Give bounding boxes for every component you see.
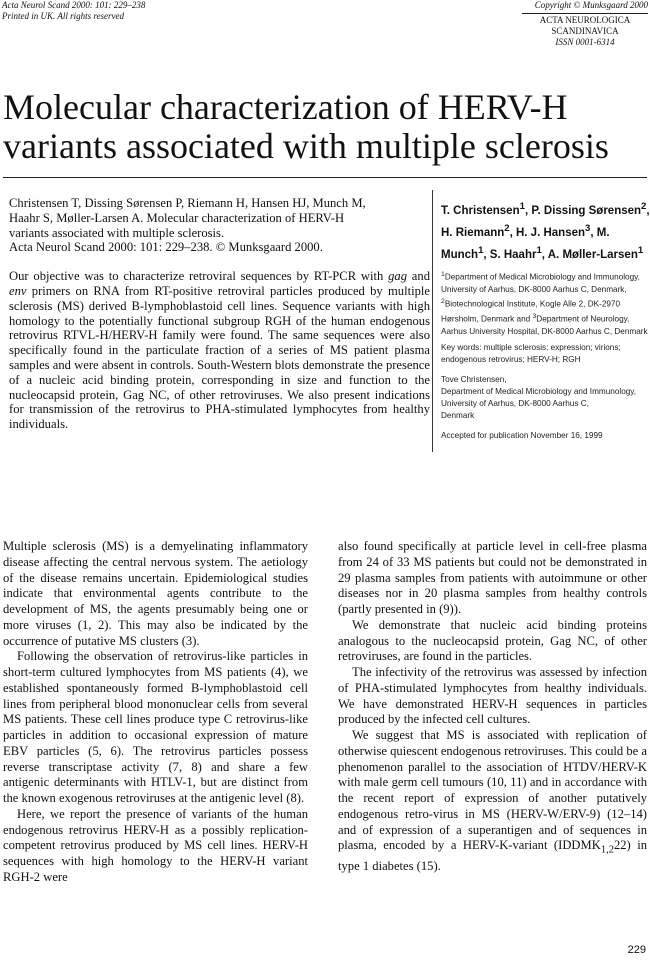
author-1: T. Christensen (441, 204, 520, 217)
affiliation-2: Biotechnological Institute, Kogle Alle 2, DK-2970 Hørsholm, Denmark and (441, 299, 621, 324)
author-3-affil: 2 (504, 222, 510, 234)
affil-marker-1: 1 (441, 271, 445, 279)
author-6-affil: 1 (536, 244, 542, 256)
running-header-right (522, 0, 648, 48)
affiliation-1: Department of Medical Microbiology and Immunology, University of Aarhus, DK-8000 Aarhus C, Denmark, (441, 273, 640, 295)
author-7-affil: 1 (637, 244, 644, 256)
paragraph: The infectivity of the retrovirus was assessed by infection of PHA-stimulated lymphocytes from healthy individuals. We have demonstrated HERV-H sequences in particles produced by the infected cell cultures. (338, 665, 647, 727)
author-list (441, 198, 650, 263)
affil-marker-2: 2 (441, 298, 445, 306)
abstract-text-2: and (407, 269, 430, 284)
paragraph-text: We suggest that MS is associated with replication of otherwise quiescent endogenous retroviruses. This could be a phenomenon parallel to the association of HTDV/HERV-K with male germ cell tumours (10, 11) and in accordance with the recent report of expression of another putatively endogenous retro-virus in MS (HERV-W/ERV-9) (12–14) and of expression of a superantigen and of sequences in plasma, encoded by a HERV-K-variant (IDDMK (338, 728, 647, 853)
author-3: , H. Riemann (441, 204, 650, 239)
title-line2: variants associated with multiple sclerosis (3, 126, 609, 166)
affiliations (441, 269, 650, 337)
paragraph-text-end: 22) in type 1 diabetes (15). (338, 838, 648, 873)
abstract-gene-env: env (9, 283, 27, 298)
cite-line4: Acta Neurol Scand 2000: 101: 229–238. © Munksgaard 2000. (9, 240, 323, 255)
body-column-left (3, 539, 308, 886)
journal-name-line1: ACTA NEUROLOGICA (539, 15, 631, 25)
subscript: 1,2 (600, 844, 614, 856)
corr-dept: Department of Medical Microbiology and Immunology, (441, 386, 637, 396)
corr-country: Denmark (441, 410, 475, 420)
abstract-text-3: primers on RNA from RT-positive retroviral particles produced by multiple sclerosis (MS) derived B-lymphoblastoid cell lines. Sequence variants with high homology to the potentially functional subgroup RGH of the human endogenous retrovirus RTVL-H/HERV-H family were found. The same sequences were also specifically found in the particulate fraction of a series of MS patient plasma samples and were absent in controls. South-Western blots demonstrate the presence of a nucleic acid binding protein, corresponding in size and function to the nucleocapsid protein, Gag NC, of other retroviruses. We also present indications for transmission of the retrovirus to PHA-stimulated lymphocytes from healthy individuals. (9, 283, 430, 432)
title-line1: Molecular characterization of HERV-H (3, 87, 568, 127)
author-5-affil: 1 (478, 244, 484, 256)
affiliation-3: Department of Neurology, Aarhus University Hospital, DK-8000 Aarhus C, Denmark (441, 314, 648, 336)
author-2-affil: 2 (641, 201, 647, 212)
affil-marker-3: 3 (532, 312, 537, 320)
author-5: , M. Munch (441, 226, 610, 261)
journal-name-line2: SCANDINAVICA (551, 26, 619, 36)
cite-line1: Christensen T, Dissing Sørensen P, Riemann H, Hansen HJ, Munch M, (9, 196, 366, 210)
abstract-gene-gag: gag (388, 269, 407, 284)
copyright-line: Copyright © Munksgaard 2000 (534, 0, 648, 10)
abstract (9, 196, 430, 432)
author-4-affil: 3 (585, 222, 591, 234)
keywords: Key words: multiple sclerosis; expression; virions; endogenous retrovirus; HERV-H; RGH (441, 342, 621, 364)
paragraph: Here, we report the presence of variants of the human endogenous retrovirus HERV-H as a possibly replication-competent retrovirus produced by MS cell lines. HERV-H sequences with high homology to the HERV-H variant RGH-2 were (3, 806, 308, 884)
title-divider (3, 177, 647, 178)
cite-line3: variants associated with multiple sclerosis. (9, 225, 225, 240)
author-4: , H. J. Hansen (509, 226, 586, 239)
author-1-affil: 1 (519, 201, 525, 212)
abstract-citation (9, 196, 430, 255)
accepted-date: Accepted for publication November 16, 1999 (441, 430, 603, 440)
citation-line: Acta Neurol Scand 2000: 101: 229–238 (2, 0, 146, 10)
author-sidebar (432, 190, 650, 452)
corr-univ: University of Aarhus, DK-8000 Aarhus C, (441, 398, 589, 408)
author-6: , S. Haahr (483, 248, 537, 261)
author-2: , P. Dissing Sørensen (524, 204, 642, 217)
issn: ISSN 0001-6314 (555, 37, 615, 47)
page-number: 229 (627, 944, 646, 956)
running-header-left (2, 0, 145, 22)
paragraph: Following the observation of retrovirus-like particles in short-term cultured lymphocytes from MS patients (4), we established spontaneously formed B-lymphoblastoid cell lines from peripheral blood mononuclear cells from several MS patients. These cell lines produce type C retrovirus-like particles in addition to occasional expression of mature EBV particles (5, 6). The retrovirus particles possess reverse transcriptase activity (7, 8) and share a few antigenic determinants with HTLV-1, but are distinct from the known exogenous retroviruses at the antigenic level (8). (3, 649, 308, 805)
print-line: Printed in UK. All rights reserved (2, 11, 124, 21)
corr-name: Tove Christensen, (441, 374, 507, 384)
paragraph: also found specifically at particle level in cell-free plasma from 24 of 33 MS patients but could not be demonstrated in 29 plasma samples from patients with autoimmune or other diseases nor in 20 plasma samples from healthy controls (partly presented in (9)). (338, 539, 647, 616)
author-7: , A. Møller-Larsen (541, 248, 638, 261)
paragraph: Multiple sclerosis (MS) is a demyelinating inflammatory disease affecting the central nervous system. The aetiology of the disease remains uncertain. Epidemiological studies indicate that environmental agents contribute to the development of MS, the agents presumably being one or more viruses (1, 2). This may also be indicated by the occurrence of putative MS clusters (3). (3, 539, 308, 648)
article-title (3, 88, 643, 166)
paragraph (338, 728, 647, 874)
body-column-right (338, 539, 647, 874)
correspondence (441, 374, 650, 422)
abstract-body (9, 269, 430, 432)
abstract-text-1: Our objective was to characterize retroviral sequences by RT-PCR with (9, 269, 389, 284)
journal-box (522, 13, 648, 48)
paragraph: We demonstrate that nucleic acid binding proteins analogous to the nucleocapsid protein, Gag NC, of other retroviruses, are found in the particles. (338, 617, 647, 664)
cite-line2: Haahr S, Møller-Larsen A. Molecular characterization of HERV-H (9, 210, 345, 225)
